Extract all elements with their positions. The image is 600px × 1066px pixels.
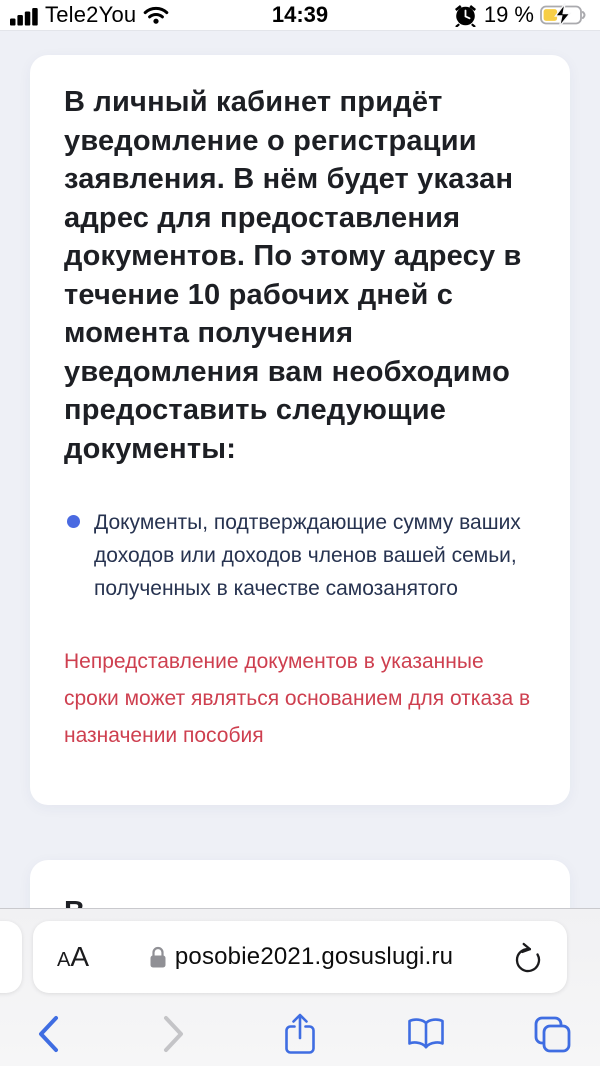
- back-button[interactable]: [26, 1010, 70, 1058]
- alarm-clock-icon: [453, 3, 478, 27]
- address-bar[interactable]: [33, 921, 567, 993]
- bullet-dot-icon: [67, 515, 80, 528]
- safari-toolbar: [0, 1009, 600, 1059]
- bullet-item-text: Документы, подтверждающие сумму ваших доходов или доходов членов вашей семьи, полученных в качестве самозанятого: [94, 511, 521, 600]
- status-bar-left: [10, 2, 230, 28]
- cellular-signal-icon: [10, 4, 38, 26]
- previous-tab-peek[interactable]: [0, 921, 22, 993]
- battery-charging-icon: [540, 3, 590, 27]
- address-bar-center: [89, 943, 513, 971]
- clock-time: 14:39: [271, 2, 329, 27]
- wifi-icon: [143, 5, 169, 25]
- list-item: [64, 506, 536, 605]
- notice-heading: В личный кабинет придёт уведомление о регистрации заявления. В нём будет указан адрес для предоставления документов. По этому адресу в течение 10 рабочих дней с момента получения уведомления вам необходимо предоставить следующие документы:: [64, 86, 522, 465]
- reload-button[interactable]: [513, 942, 543, 973]
- documents-bullet-list: [64, 506, 536, 605]
- url-text: posobie2021.gosuslugi.ru: [174, 943, 454, 970]
- forward-button[interactable]: [152, 1010, 196, 1058]
- status-bar-right: [400, 2, 590, 28]
- reader-a-small: A: [57, 949, 71, 971]
- carrier-label: Tele2You: [45, 2, 137, 27]
- lock-icon: [149, 945, 167, 969]
- battery-percentage-label: 19 %: [483, 2, 534, 27]
- notice-card: [30, 55, 570, 805]
- warning-text: Непредставление документов в указанные сроки может являться основанием для отказа в назначении пособия: [64, 650, 531, 747]
- reader-mode-button[interactable]: [57, 941, 89, 973]
- safari-bottom-bar: [0, 908, 600, 1066]
- status-bar: [0, 0, 600, 31]
- reader-a-large: A: [70, 941, 90, 972]
- bookmarks-button[interactable]: [404, 1010, 448, 1058]
- tabs-button[interactable]: [530, 1010, 574, 1058]
- share-button[interactable]: [278, 1010, 322, 1058]
